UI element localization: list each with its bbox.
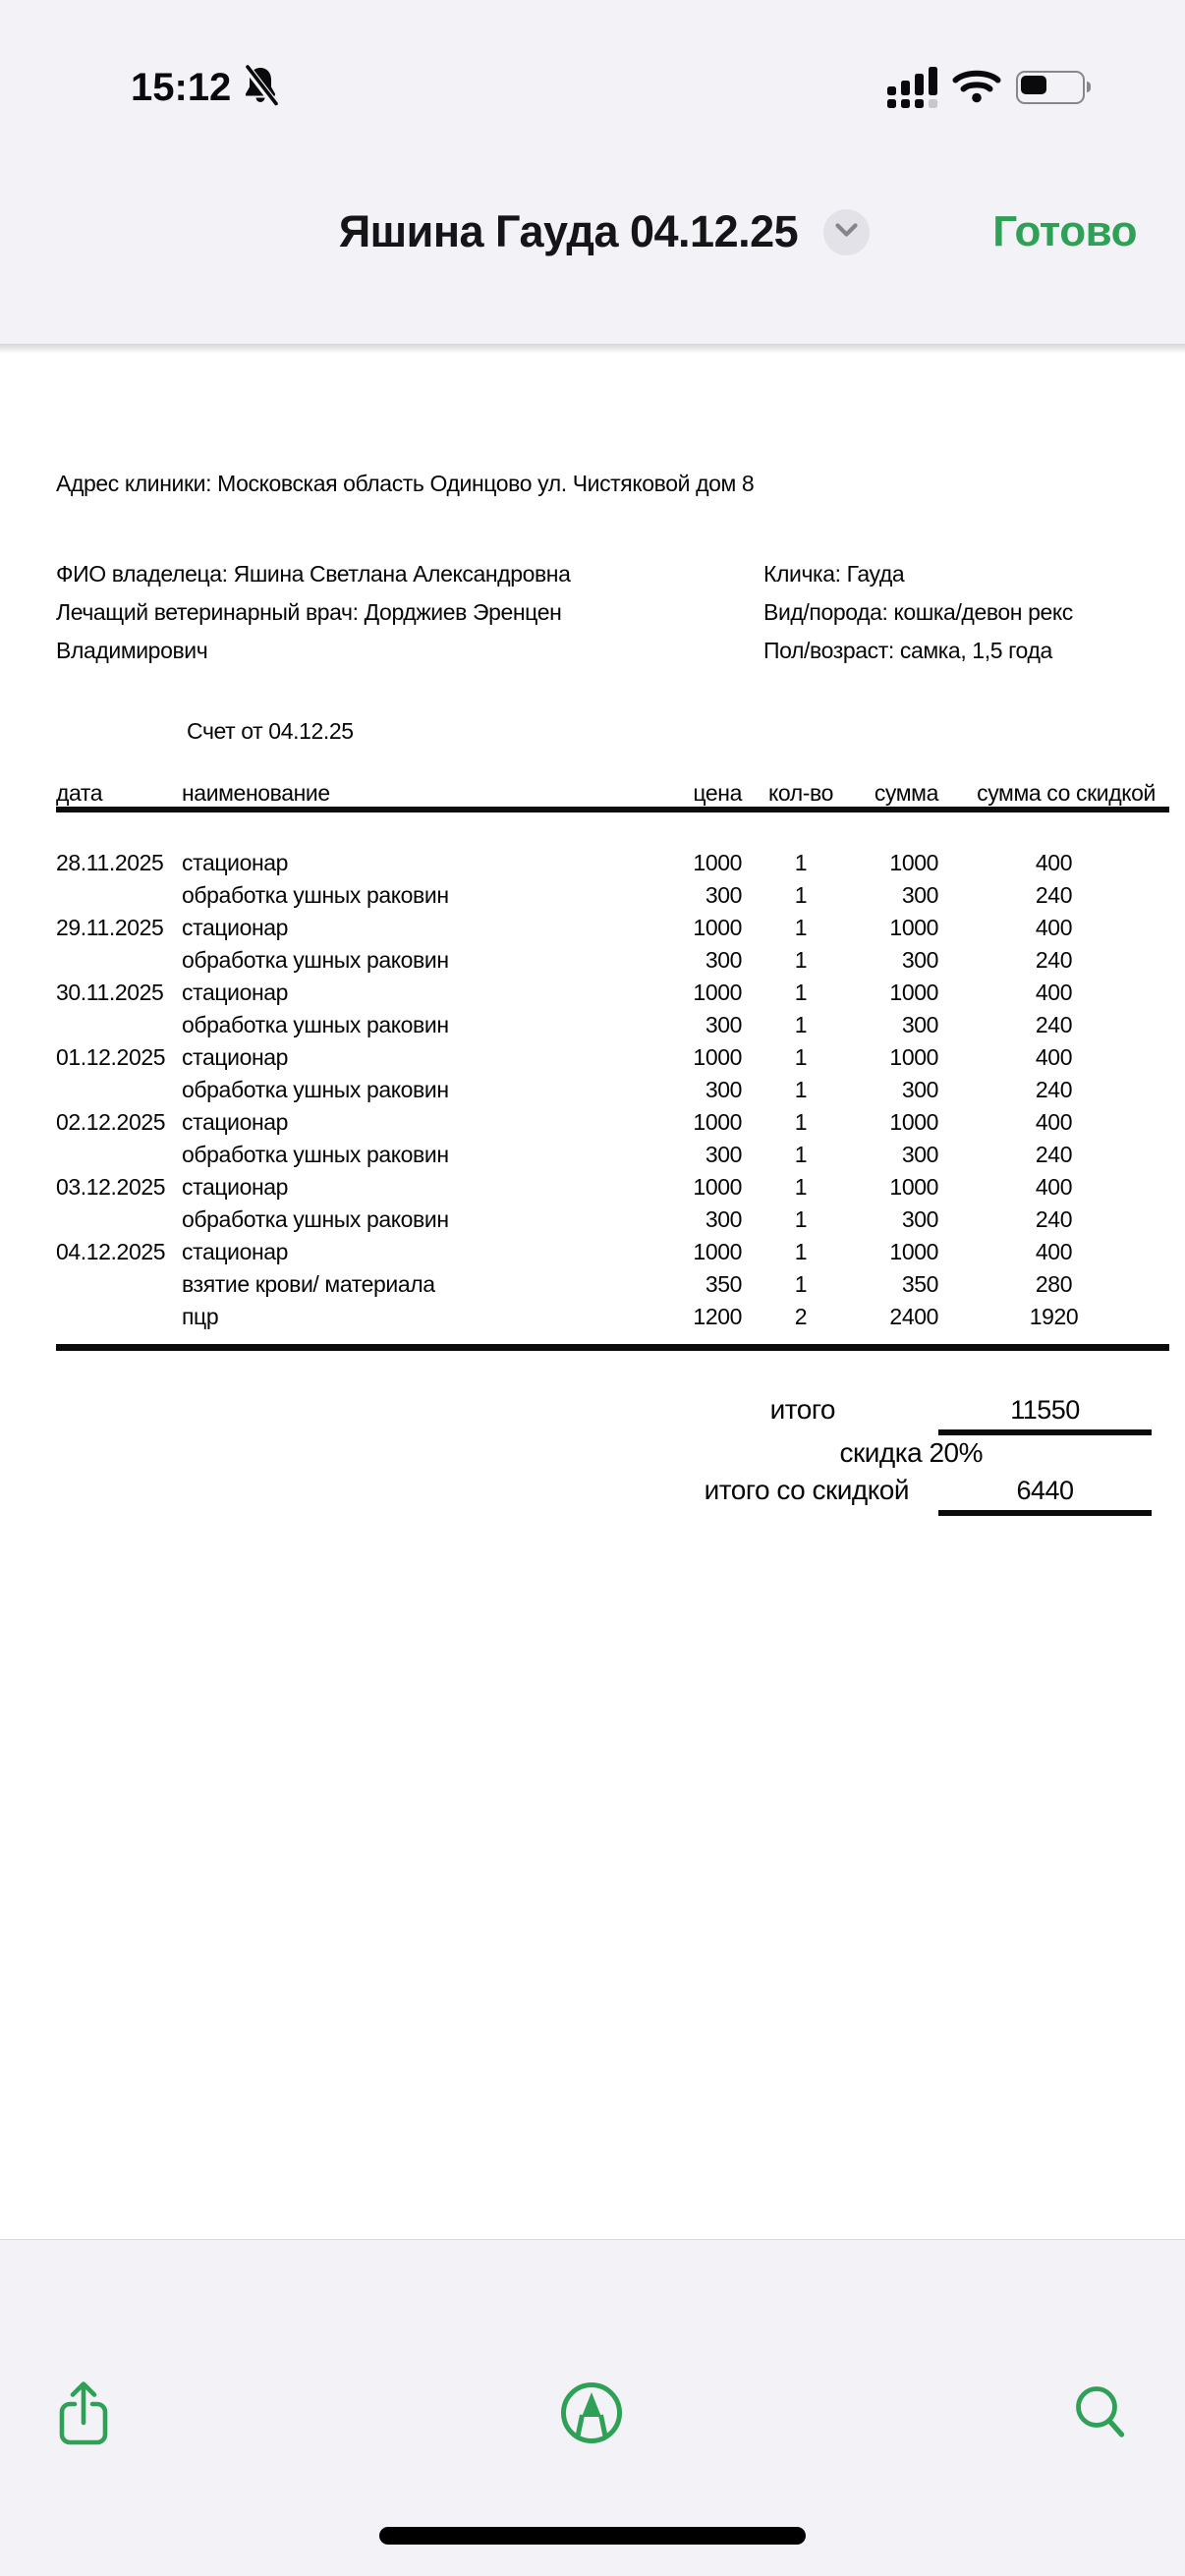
table-row	[56, 879, 1169, 912]
cell-qty: 2	[794, 1304, 808, 1329]
cell-qty: 1	[794, 1271, 808, 1297]
table-body	[56, 847, 1169, 1333]
cell-price: 1000	[693, 1109, 742, 1135]
cell-sum: 1000	[889, 980, 938, 1005]
cell-sum: 1000	[889, 915, 938, 940]
document-page[interactable]	[0, 344, 1185, 2239]
discount-label: скидка 20%	[839, 1437, 983, 1468]
pet-name-line: Кличка: Гауда	[763, 561, 905, 587]
cellular-sim1-bars	[887, 67, 937, 95]
cell-sum-discounted: 1920	[1029, 1304, 1079, 1329]
cell-sum: 300	[901, 947, 938, 973]
cell-date	[56, 1139, 182, 1171]
status-left-group	[131, 57, 280, 118]
cell-sum: 2400	[889, 1304, 938, 1329]
cell-qty: 1	[794, 850, 808, 875]
cell-sum-discounted: 400	[1035, 1174, 1073, 1200]
totals-block	[56, 1395, 1169, 1516]
cell-sum: 300	[901, 1142, 938, 1167]
vet-line: Лечащий ветеринарный врач: Дорджиев Эренцен	[56, 599, 562, 625]
cell-sum-discounted: 400	[1035, 1109, 1073, 1135]
cell-date	[56, 1268, 182, 1301]
cell-date	[56, 879, 182, 912]
battery-fill	[1021, 76, 1046, 94]
status-right-group	[887, 57, 1085, 118]
cell-date: 28.11.2025	[56, 850, 164, 875]
share-button[interactable]	[56, 2380, 111, 2449]
cell-service: пцр	[182, 1304, 219, 1329]
battery-icon	[1016, 71, 1085, 104]
cell-sum: 1000	[889, 1044, 938, 1070]
total-label: итого	[769, 1394, 835, 1425]
document-title: Яшина Гауда 04.12.25	[338, 206, 799, 256]
cell-qty: 1	[794, 1142, 808, 1167]
table-header-row	[56, 780, 1169, 812]
services-table	[56, 780, 1169, 1351]
cell-date: 29.11.2025	[56, 915, 164, 940]
cell-sum-discounted: 400	[1035, 915, 1073, 940]
table-row	[56, 944, 1169, 977]
cell-sum: 300	[901, 1077, 938, 1102]
pet-sex-age-line: Пол/возраст: самка, 1,5 года	[763, 638, 1052, 663]
cell-service: стационар	[182, 915, 289, 940]
table-row	[56, 1171, 1169, 1204]
cell-qty: 1	[794, 1174, 808, 1200]
cell-qty: 1	[794, 1239, 808, 1264]
battery-nub	[1087, 82, 1092, 92]
discount-row	[56, 1438, 1169, 1468]
cell-price: 300	[705, 947, 742, 973]
cell-date	[56, 1009, 182, 1041]
owner-vet-info	[56, 555, 763, 670]
table-row	[56, 1139, 1169, 1171]
cell-sum: 300	[901, 882, 938, 908]
cell-service: стационар	[182, 850, 289, 875]
cell-sum: 300	[901, 1012, 938, 1037]
cell-qty: 1	[794, 1012, 808, 1037]
table-row	[56, 1106, 1169, 1139]
cell-sum: 300	[901, 1206, 938, 1232]
cell-price: 300	[705, 1206, 742, 1232]
search-icon	[1072, 2382, 1129, 2446]
vet-line-2: Владимирович	[56, 638, 208, 663]
invoice-title: Счет от 04.12.25	[187, 718, 354, 744]
header-qty: кол-во	[767, 780, 834, 806]
cell-sum: 1000	[889, 1239, 938, 1264]
pet-breed-line: Вид/порода: кошка/девон рекс	[763, 599, 1073, 625]
table-row	[56, 1009, 1169, 1041]
markup-pen-icon	[560, 2381, 623, 2447]
cell-service: стационар	[182, 1044, 289, 1070]
cell-sum-discounted: 240	[1035, 1142, 1073, 1167]
bell-slash-icon	[241, 65, 280, 111]
owner-line: ФИО владелеца: Яшина Светлана Александровна	[56, 561, 571, 587]
cell-service: стационар	[182, 1239, 289, 1264]
table-row	[56, 1041, 1169, 1074]
home-indicator[interactable]	[379, 2527, 806, 2545]
status-bar	[0, 57, 1185, 118]
table-row	[56, 1074, 1169, 1106]
cell-service: обработка ушных раковин	[182, 882, 449, 908]
cell-service: взятие крови/ материала	[182, 1271, 435, 1297]
cell-service: стационар	[182, 1174, 289, 1200]
table-row	[56, 1268, 1169, 1301]
cell-sum-discounted: 400	[1035, 1044, 1073, 1070]
cell-price: 1200	[693, 1304, 742, 1329]
cell-sum-discounted: 240	[1035, 1012, 1073, 1037]
cell-service: обработка ушных раковин	[182, 1012, 449, 1037]
cell-service: обработка ушных раковин	[182, 1142, 449, 1167]
cell-sum: 350	[901, 1271, 938, 1297]
cell-price: 1000	[693, 915, 742, 940]
header-sum-discounted: сумма со скидкой	[977, 780, 1156, 806]
cell-sum: 1000	[889, 850, 938, 875]
cell-price: 1000	[693, 1044, 742, 1070]
cell-sum-discounted: 280	[1035, 1271, 1073, 1297]
table-row	[56, 1236, 1169, 1268]
discounted-total-value: 6440	[938, 1476, 1152, 1516]
header-date: дата	[56, 780, 103, 806]
cell-qty: 1	[794, 882, 808, 908]
nav-bar	[0, 183, 1185, 281]
done-button[interactable]: Готово	[992, 207, 1137, 255]
table-row	[56, 977, 1169, 1009]
chevron-down-icon	[835, 223, 858, 241]
table-row	[56, 1204, 1169, 1236]
cell-price: 300	[705, 1077, 742, 1102]
cell-qty: 1	[794, 980, 808, 1005]
discounted-total-label: итого со скидкой	[704, 1475, 909, 1505]
header-price: цена	[693, 780, 742, 806]
toolbar-buttons	[0, 2370, 1185, 2458]
cell-date: 01.12.2025	[56, 1044, 166, 1070]
title-menu-button[interactable]	[823, 209, 870, 255]
table-row	[56, 847, 1169, 879]
cell-date: 02.12.2025	[56, 1109, 166, 1135]
cell-qty: 1	[794, 1206, 808, 1232]
cell-sum-discounted: 400	[1035, 980, 1073, 1005]
cell-sum-discounted: 240	[1035, 947, 1073, 973]
markup-button[interactable]	[560, 2381, 623, 2447]
cell-price: 300	[705, 882, 742, 908]
table-bottom-rule	[56, 1344, 1169, 1351]
clinic-address: Адрес клиники: Московская область Одинцово ул. Чистяковой дом 8	[56, 471, 755, 496]
cellular-signal-icon	[887, 67, 937, 108]
cell-qty: 1	[794, 915, 808, 940]
search-button[interactable]	[1072, 2382, 1129, 2446]
cell-service: обработка ушных раковин	[182, 1077, 449, 1102]
total-value: 11550	[938, 1395, 1152, 1435]
cell-qty: 1	[794, 947, 808, 973]
cell-date	[56, 1074, 182, 1106]
cellular-sim2-dots	[887, 99, 937, 108]
header-sum: сумма	[874, 780, 938, 806]
discounted-total-row	[56, 1476, 1169, 1516]
cell-price: 300	[705, 1012, 742, 1037]
cell-sum-discounted: 240	[1035, 1077, 1073, 1102]
cell-service: обработка ушных раковин	[182, 1206, 449, 1232]
clock: 15:12	[131, 65, 232, 109]
cell-qty: 1	[794, 1044, 808, 1070]
table-row	[56, 912, 1169, 944]
header-service: наименование	[182, 780, 330, 806]
cell-date	[56, 1301, 182, 1333]
bottom-toolbar	[0, 2239, 1185, 2576]
cell-sum-discounted: 240	[1035, 882, 1073, 908]
cell-price: 1000	[693, 980, 742, 1005]
cell-qty: 1	[794, 1109, 808, 1135]
cell-sum-discounted: 240	[1035, 1206, 1073, 1232]
cell-sum: 1000	[889, 1109, 938, 1135]
cell-sum: 1000	[889, 1174, 938, 1200]
share-icon	[56, 2380, 111, 2449]
cell-sum-discounted: 400	[1035, 1239, 1073, 1264]
table-row	[56, 1301, 1169, 1333]
cell-qty: 1	[794, 1077, 808, 1102]
patient-info	[56, 555, 1169, 670]
cell-price: 1000	[693, 850, 742, 875]
cell-price: 1000	[693, 1174, 742, 1200]
cell-price: 1000	[693, 1239, 742, 1264]
cell-price: 300	[705, 1142, 742, 1167]
cell-price: 350	[705, 1271, 742, 1297]
cell-date: 03.12.2025	[56, 1174, 166, 1200]
pet-info	[763, 555, 1169, 670]
cell-service: стационар	[182, 1109, 289, 1135]
cell-date: 04.12.2025	[56, 1239, 166, 1264]
cell-date	[56, 1204, 182, 1236]
wifi-icon	[952, 67, 1001, 109]
cell-date: 30.11.2025	[56, 980, 164, 1005]
total-row	[56, 1395, 1169, 1435]
cell-service: обработка ушных раковин	[182, 947, 449, 973]
cell-service: стационар	[182, 980, 289, 1005]
cell-date	[56, 944, 182, 977]
cell-sum-discounted: 400	[1035, 850, 1073, 875]
